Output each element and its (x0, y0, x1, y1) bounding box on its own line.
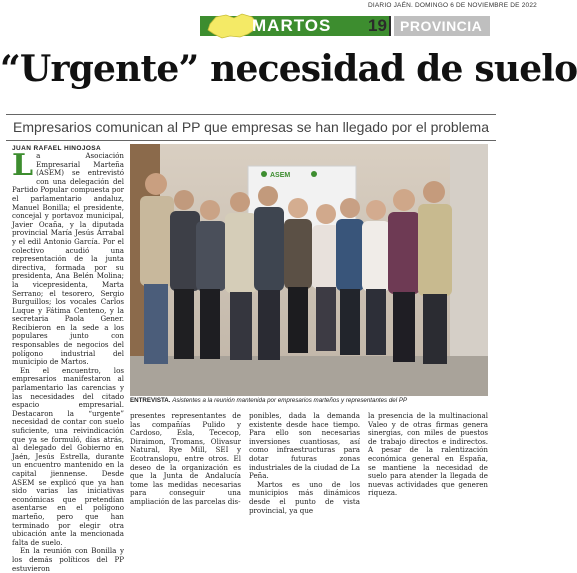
article-paragraph: a Asociación Empresarial Marteña (ASEM) se entrevistó con una delegación del Partido Popular compuesta por el parlamentario andaluz, Manuel Bonilla; el presidente, concejal y portavoz municipal, Javier Ocaña, y la diputada provincial María Jesús Arrabal y el edil Antonio García. Por el colectivo acudió una representación de la junta directiva, formada por su presidenta, Ana Belén Molina; la vicepresidenta, Marta Serrano; el tesorero, Sergio Burguillos; los vocales Carlos Luque y Fátima Centeno, y la secretaria Paola Gener. Recibieron en la sede a los populares junto con responsables de negocios del polígono industrial del municipio de Martos. (12, 151, 124, 367)
article-paragraph: En el encuentro, los empresarios manifestaron al parlamentario las carencias y las necesidades del citado espacio empresarial. Destacaron la “urgente” necesidad de contar con suelo suficiente, una reivindicación que ya se formuló, días atrás, al delegado del Gobierno en Jaén, Jesús Estrella, durante un encuentro mantenido en la capital jiennense. Desde ASEM se explicó que ya han sido varias las iniciativas económicas que pretendían asentarse en el polígono marteño, pero que han terminado por elegir otra ubicación ante la mencionada falta de suelo. (12, 365, 124, 547)
article-paragraph: presentes representantes de las compañías Pulido y Cardoso, Esla, Tececop, Diraimon, Tromans, Olivasur Natural, Rye Mill, SEI y Ecotranslopu, entre otros. El deseo de la organización es que la Junta de Andalucía tome las medidas necesarias para conseguir una ampliación de las parcelas dis- (130, 411, 241, 506)
headline: “Urgente” necesidad de suelo (0, 48, 577, 90)
article-column-2 (130, 411, 241, 506)
backdrop-logo: ASEM (270, 172, 291, 179)
subhead-rule-top (6, 114, 496, 115)
byline: JUAN RAFAEL HINOJOSA (12, 145, 102, 152)
subheadline: Empresarios comunican al PP que empresas se han llegado por el problema (12, 119, 489, 135)
article-paragraph: Martos es uno de los municipios más dinámicos desde el punto de vista provincial, ya que (249, 479, 360, 515)
photo-caption (130, 397, 490, 404)
article-paragraph: la presencia de la multinacional Valeo y de otras firmas genera sinergias, con miles de puestos de trabajo directos e indirectos. A pesar de la ralentización económica general en España, se mantiene la necesidad de suelo para atender la llegada de nuevas actividades que generen riqueza. (368, 411, 488, 498)
section-band (200, 13, 490, 39)
section-divider (389, 16, 391, 36)
subhead-rule-bottom (6, 140, 496, 141)
drop-cap: L (12, 148, 34, 183)
article-paragraph: En la reunión con Bonilla y los demás políticos del PP estuvieron (12, 546, 124, 573)
caption-label: ENTREVISTA. (130, 397, 171, 404)
masthead: DIARIO JAÉN. DOMINGO 6 DE NOVIEMBRE DE 2022 (368, 2, 537, 9)
article-paragraph: ponibles, dada la demanda existente desde hace tiempo. Para ello son necesarias inversiones cuantiosas, así como infraestructuras para dotar futuras zonas industriales de la ciudad de La Peña. (249, 411, 360, 481)
group-photo (130, 144, 488, 396)
caption-text: Asistentes a la reunión mantenida por empresarios marteños y representantes del PP (172, 397, 408, 404)
section-name: MARTOS (252, 16, 332, 35)
article-column-3 (249, 411, 360, 515)
page-number: 19 (368, 16, 387, 35)
section-region: PROVINCIA (400, 18, 483, 34)
article-column-4 (368, 412, 488, 496)
